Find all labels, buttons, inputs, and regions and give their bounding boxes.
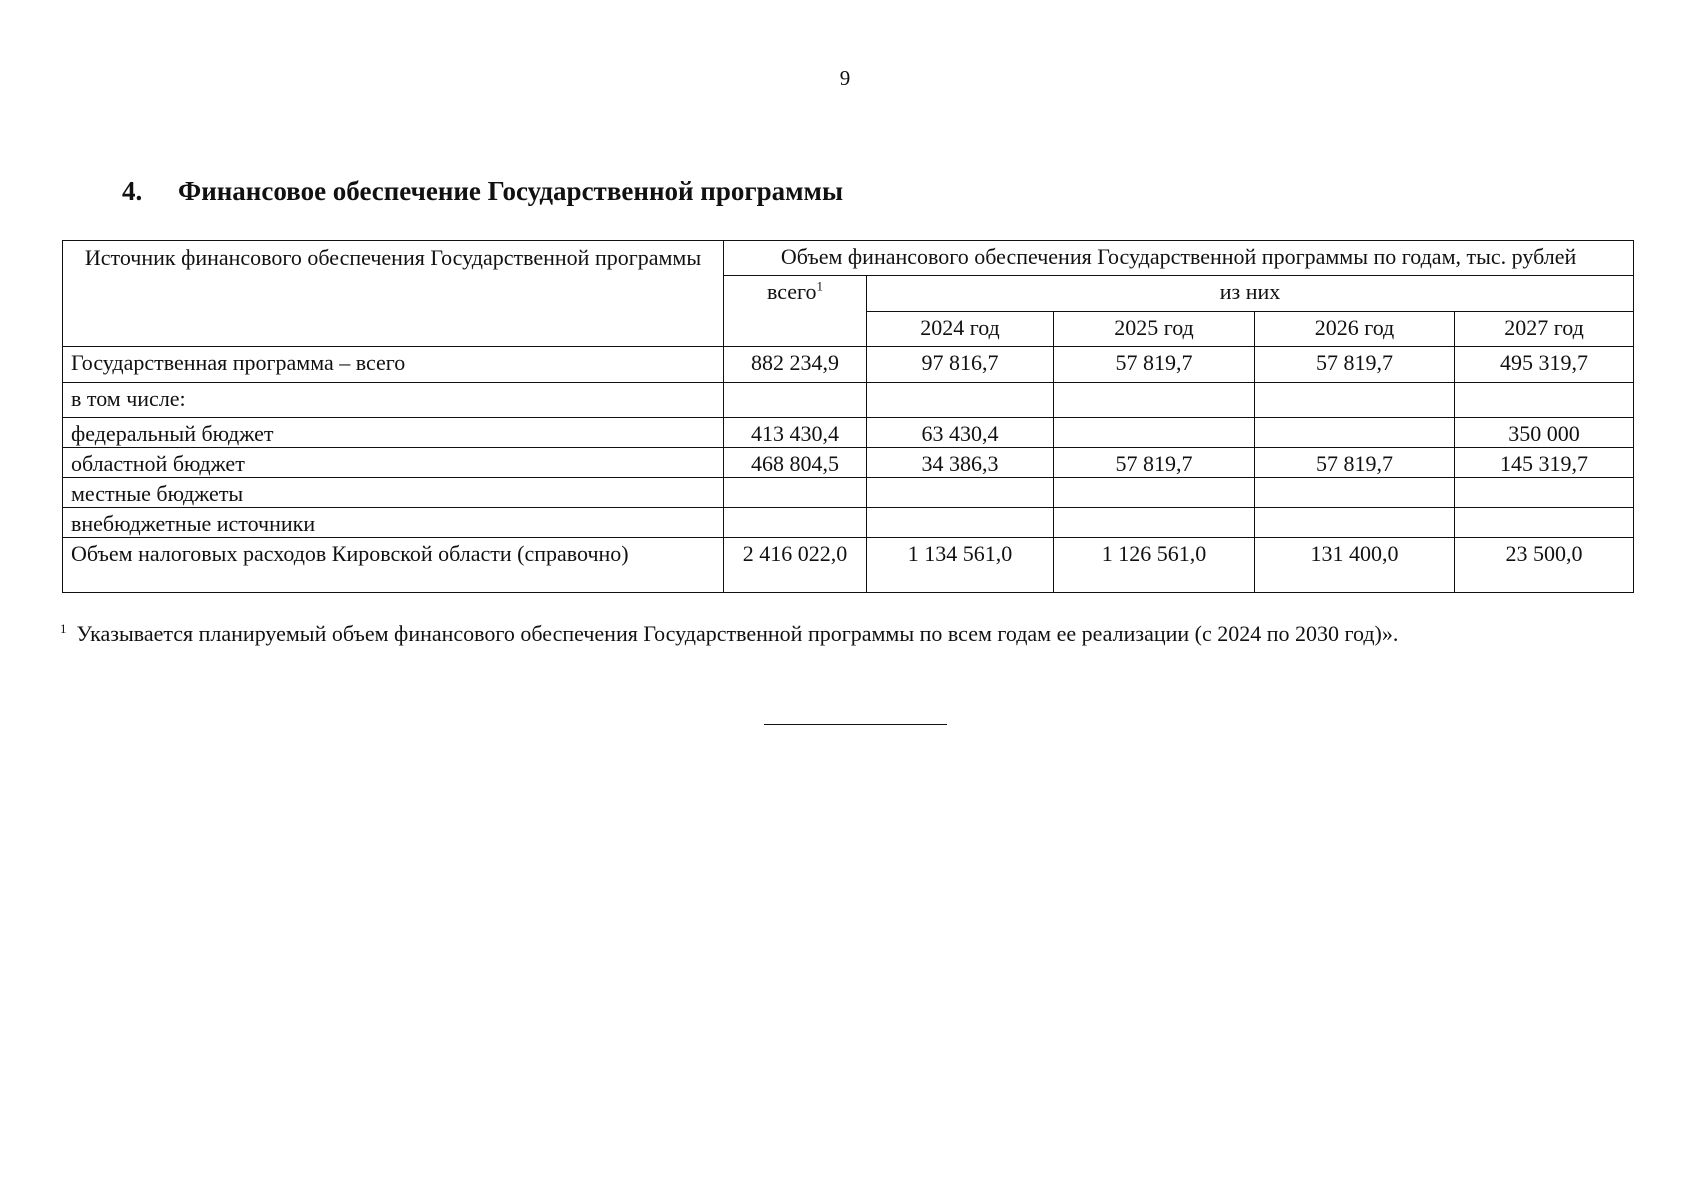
table-cell: 468 804,5 [724,448,867,478]
table-cell: 350 000 [1455,418,1634,448]
table-cell [724,383,867,418]
table-row [63,347,1634,383]
table-cell: 1 126 561,0 [1054,538,1255,593]
table-row [63,478,1634,508]
table-row [63,418,1634,448]
footnote-text: Указывается планируемый объем финансового обеспечения Государственной программы по всем годам ее реализации (с 2024 по 2030 год)». [76,621,1399,646]
table-cell: 34 386,3 [867,448,1054,478]
financing-table [62,240,1634,593]
table-cell: 413 430,4 [724,418,867,448]
table-cell [1455,383,1634,418]
row-label: федеральный бюджет [63,418,724,448]
section-title: Финансовое обеспечение Государственной программы [178,176,844,206]
year-header: 2024 год [867,312,1054,347]
table-cell [724,508,867,538]
table-cell [1054,383,1255,418]
table-cell [1455,478,1634,508]
table-cell [1255,418,1455,448]
table-cell: 131 400,0 [1255,538,1455,593]
year-header: 2027 год [1455,312,1634,347]
year-header: 2026 год [1255,312,1455,347]
table-row [63,538,1634,593]
table-cell [867,508,1054,538]
table-cell: 145 319,7 [1455,448,1634,478]
row-label: Объем налоговых расходов Кировской области (справочно) [63,538,724,593]
table-cell [867,383,1054,418]
source-header: Источник финансового обеспечения Государственной программы [63,241,724,347]
table-cell [1255,383,1455,418]
table-cell [1255,508,1455,538]
year-header: 2025 год [1054,312,1255,347]
table-row [63,383,1634,418]
table-cell: 57 819,7 [1255,347,1455,383]
volume-header: Объем финансового обеспечения Государственной программы по годам, тыс. рублей [724,241,1634,276]
total-header: всего$^1$ [724,276,867,347]
table-cell: 57 819,7 [1255,448,1455,478]
footnote-ref: 1 [816,278,824,294]
row-label: Государственная программа – всего [63,347,724,383]
table-cell [724,478,867,508]
table-cell: 2 416 022,0 [724,538,867,593]
table-cell [1054,418,1255,448]
row-label: внебюджетные источники [63,508,724,538]
table-cell: 63 430,4 [867,418,1054,448]
section-number: 4. [122,176,143,206]
of-them-header: из них [867,276,1634,312]
row-label: областной бюджет [63,448,724,478]
table-cell [1054,478,1255,508]
table-cell [867,478,1054,508]
footnote [60,621,1660,647]
table-cell [1455,508,1634,538]
table-cell: 1 134 561,0 [867,538,1054,593]
end-rule [764,724,947,725]
page-number: 9 [839,66,851,90]
row-label: местные бюджеты [63,478,724,508]
table-cell: 57 819,7 [1054,347,1255,383]
table-cell: 57 819,7 [1054,448,1255,478]
table-cell: 495 319,7 [1455,347,1634,383]
table-cell [1255,478,1455,508]
table-cell: 882 234,9 [724,347,867,383]
table-cell: 97 816,7 [867,347,1054,383]
table-cell [1054,508,1255,538]
table-cell: 23 500,0 [1455,538,1634,593]
row-label: в том числе: [63,383,724,418]
footnote-marker: 1 [60,621,67,636]
table-row [63,448,1634,478]
table-row [63,508,1634,538]
section-heading [122,176,843,207]
